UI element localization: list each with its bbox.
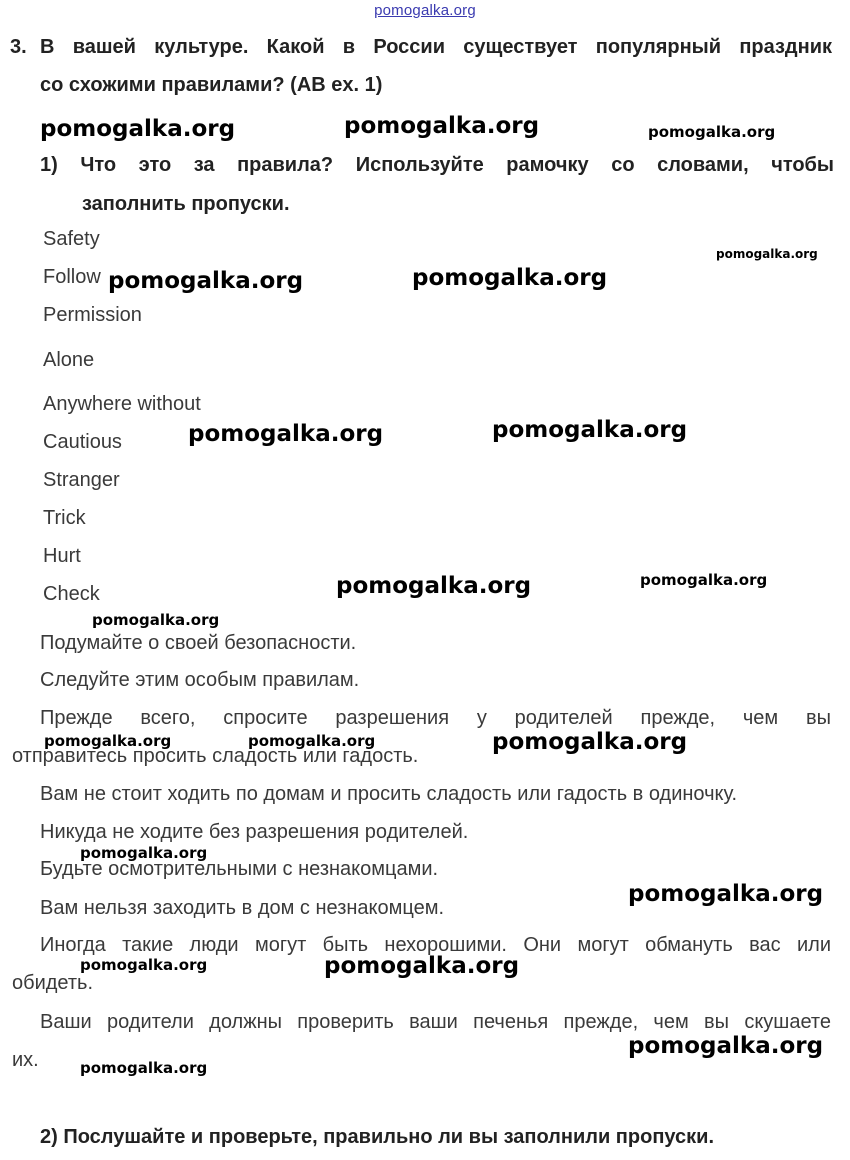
- sentence-8-line1: Иногда такие люди могут быть нехорошими. Они могут обмануть вас или: [40, 934, 831, 956]
- sentence-6: Будьте осмотрительными с незнакомцами.: [40, 858, 439, 880]
- word-item: Permission: [43, 304, 142, 326]
- watermark: pomogalka.org: [248, 732, 376, 750]
- sentence-1: Подумайте о своей безопасности.: [40, 632, 357, 654]
- task-heading-line2: со схожими правилами? (АВ ex. 1): [40, 74, 383, 96]
- sentence-8-line2: обидеть.: [12, 972, 94, 994]
- word-item: Trick: [43, 507, 86, 529]
- sentence-7: Вам нельзя заходить в дом с незнакомцем.: [40, 897, 445, 919]
- watermark: pomogalka.org: [716, 247, 818, 261]
- sentence-9-line1: Ваши родители должны проверить ваши печенья прежде, чем вы скушаете: [40, 1011, 831, 1033]
- sentence-5: Никуда не ходите без разрешения родителей.: [40, 821, 469, 843]
- watermark: pomogalka.org: [44, 732, 172, 750]
- word-item: Check: [43, 583, 100, 605]
- word-item: Anywhere without: [43, 393, 201, 415]
- watermark: pomogalka.org: [628, 881, 824, 907]
- sentence-4: Вам не стоит ходить по домам и просить сладость или гадость в одиночку.: [40, 783, 738, 805]
- watermark: pomogalka.org: [344, 113, 540, 139]
- word-item: Cautious: [43, 431, 122, 453]
- watermark: pomogalka.org: [80, 844, 208, 862]
- watermark: pomogalka.org: [324, 953, 520, 979]
- word-item: Hurt: [43, 545, 81, 567]
- watermark: pomogalka.org: [188, 421, 384, 447]
- watermark: pomogalka.org: [492, 729, 688, 755]
- watermark: pomogalka.org: [648, 123, 776, 141]
- task-number: 3.: [10, 36, 27, 58]
- watermark: pomogalka.org: [40, 116, 236, 142]
- word-item: Stranger: [43, 469, 120, 491]
- word-item: Follow: [43, 266, 101, 288]
- watermark: pomogalka.org: [412, 265, 608, 291]
- task-heading-line1: В вашей культуре. Какой в России существует популярный праздник: [40, 36, 832, 58]
- watermark: pomogalka.org: [492, 417, 688, 443]
- word-item: Safety: [43, 228, 100, 250]
- word-item: Alone: [43, 349, 95, 371]
- sentence-3-line2: отправитесь просить сладость или гадость.: [12, 745, 419, 767]
- subtask1-line1: 1) Что это за правила? Используйте рамочку со словами, чтобы: [40, 154, 834, 176]
- subtask2: 2) Послушайте и проверьте, правильно ли вы заполнили пропуски.: [40, 1126, 715, 1148]
- watermark: pomogalka.org: [92, 611, 220, 629]
- sentence-9-line2: их.: [12, 1049, 39, 1071]
- sentence-3-line1: Прежде всего, спросите разрешения у родителей прежде, чем вы: [40, 707, 831, 729]
- watermark: pomogalka.org: [80, 956, 208, 974]
- sentence-2: Следуйте этим особым правилам.: [40, 669, 360, 691]
- watermark: pomogalka.org: [628, 1033, 824, 1059]
- watermark: pomogalka.org: [640, 571, 768, 589]
- watermark: pomogalka.org: [336, 573, 532, 599]
- top-watermark: pomogalka.org: [374, 2, 476, 19]
- subtask1-line2: заполнить пропуски.: [82, 193, 290, 215]
- watermark: pomogalka.org: [80, 1059, 208, 1077]
- watermark: pomogalka.org: [108, 268, 304, 294]
